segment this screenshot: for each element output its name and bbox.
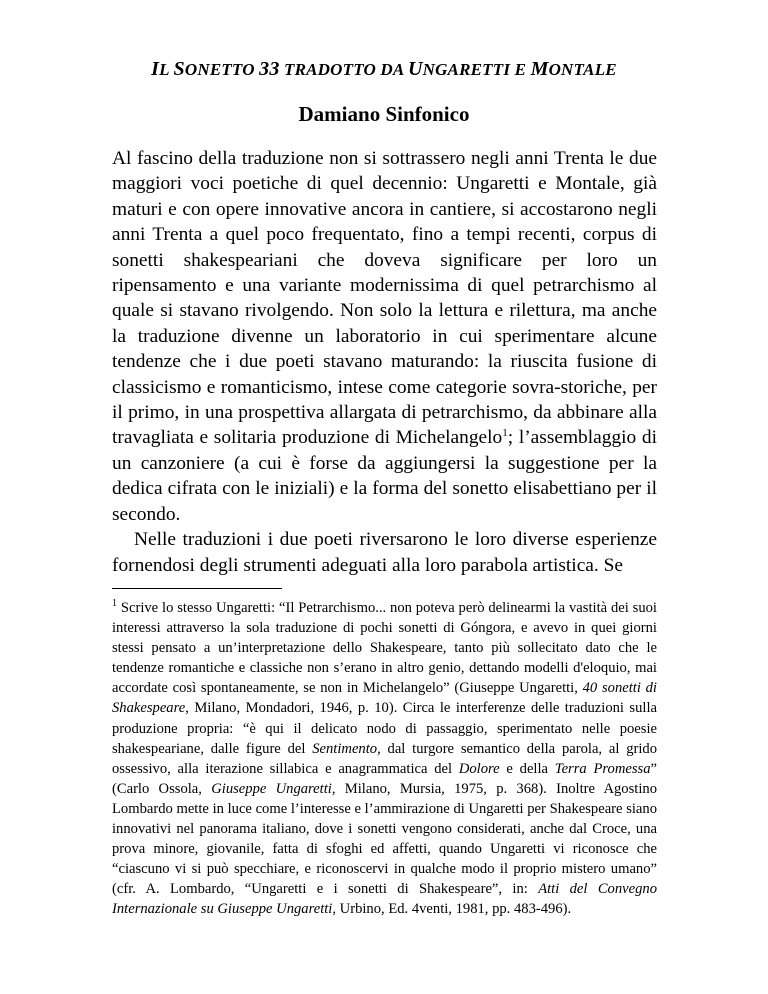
title-initial-4: M <box>530 58 549 80</box>
title-initial-2: S <box>173 58 185 80</box>
title-initial-1: I <box>151 58 160 80</box>
author-name: Damiano Sinfonico <box>298 102 470 126</box>
footnote-number: 1 <box>112 598 117 609</box>
footnote-text: , Milano, Mursia, 1975, p. 368). Inoltre Agostino Lombardo mette in luce come l’interesse e l’ammirazione di Ungaretti per Shakespeare siano innovativi nel panorama italiano, dove i sonetti vengono considerati, anche dal Croce, una prova minore, giovanile, fatta di sfoghi ed affetti, quando Ungaretti vi riconosce che “ciascuno vi si può specchiare, e riconoscervi in qualche modo il proprio mistero umano” (cfr. A. Lombardo, “Ungaretti e i sonetti di Shakespeare”, in: <box>112 780 657 898</box>
paragraph-1 <box>112 146 657 527</box>
footnote-work-title: Dolore <box>458 760 500 777</box>
footnote-text: , dal turgore semantico della parola, al grido ossessivo, alla iterazione sillabica e anagrammatica del <box>112 740 658 777</box>
footnote-text: ” (Carlo Ossola, <box>112 760 657 797</box>
footnote-text: e della <box>499 760 555 777</box>
title-initial-3: U <box>407 58 423 80</box>
footnote-book-title: Giuseppe Ungaretti <box>211 780 332 797</box>
footnote-1 <box>112 598 657 920</box>
footnote-text: , Urbino, Ed. 4venti, 1981, pp. 483-496). <box>332 901 572 918</box>
title-word-4: NGARETTI E <box>422 60 531 79</box>
title-word-3: TRADOTTO DA <box>279 60 408 79</box>
footnote-text: Scrive lo stesso Ungaretti: “Il Petrarchismo... non poteva però delinearmi la vastità dei suoi interessi attraverso la sola traduzione di pochi sonetti di Góngora, e avevo in quei giorni stessi pensato a un’interpretazione dello Shakespeare, tanto più sollecitato dato che le tendenze romantiche e classiche non s’erano in altro genio, dettando modelli d'eloquio, mai accordate così spontaneamente, se non in Michelangelo” (Giuseppe Ungaretti, <box>112 600 657 697</box>
paragraph-1-text-cont: ; l’assemblaggio di un canzoniere (a cui è forse da aggiungersi la suggestione per la dedica cifrata con le iniziali) e la forma del sonetto elisabettiano per il secondo. <box>112 427 657 525</box>
title-word-1: L <box>159 60 174 79</box>
title-word-2: ONETTO <box>184 60 260 79</box>
footnote-work-title: Sentimento <box>312 740 378 757</box>
title-word-5: ONTALE <box>548 60 617 79</box>
paragraph-1-text: Al fascino della traduzione non si sottrassero negli anni Trenta le due maggiori voci poetiche di quel decennio: Ungaretti e Montale, già maturi e con opere innovative ancora in cantiere, si accostarono negli anni Trenta a quel poco frequentato, fino a tempi recenti, corpus di sonetti shakespeariani che doveva significare per loro un ripensamento e una variante modernissima di quel petrarchismo al quale si stavano rivolgendo. Non solo la lettura e rilettura, ma anche la traduzione divenne un laboratorio in cui sperimentare alcune tendenze che i due poeti stavano maturando: la riuscita fusione di classicismo e romanticismo, intese come categorie sovra-storiche, per il primo, in una prospettiva allargata di petrarchismo, da abbinare alla travagliata e solitaria produzione di Michelangelo <box>112 148 657 449</box>
title-number: 33 <box>259 58 280 80</box>
footnote-text: , Milano, Mondadori, 1946, p. 10). Circa le interferenze delle traduzioni sulla produzione propria: “è qui il delicato nodo di passaggio, sperimentato nelle poesie shakespeariane, dalle figure del <box>112 700 657 757</box>
footnote-book-title: 40 sonetti di Shakespeare <box>112 680 657 717</box>
footnote-work-title: Terra Promessa <box>554 760 651 777</box>
footnote-book-title: Atti del Convegno Internazionale su Giuseppe Ungaretti <box>112 881 657 918</box>
paragraph-2: Nelle traduzioni i due poeti riversarono le loro diverse esperienze fornendosi degli strumenti adeguati alla loro parabola artistica. Se <box>112 529 657 576</box>
footnote-reference[interactable]: 1 <box>502 427 508 440</box>
footnote-separator <box>112 588 282 589</box>
article-title <box>0 58 768 81</box>
body-text <box>112 146 657 578</box>
